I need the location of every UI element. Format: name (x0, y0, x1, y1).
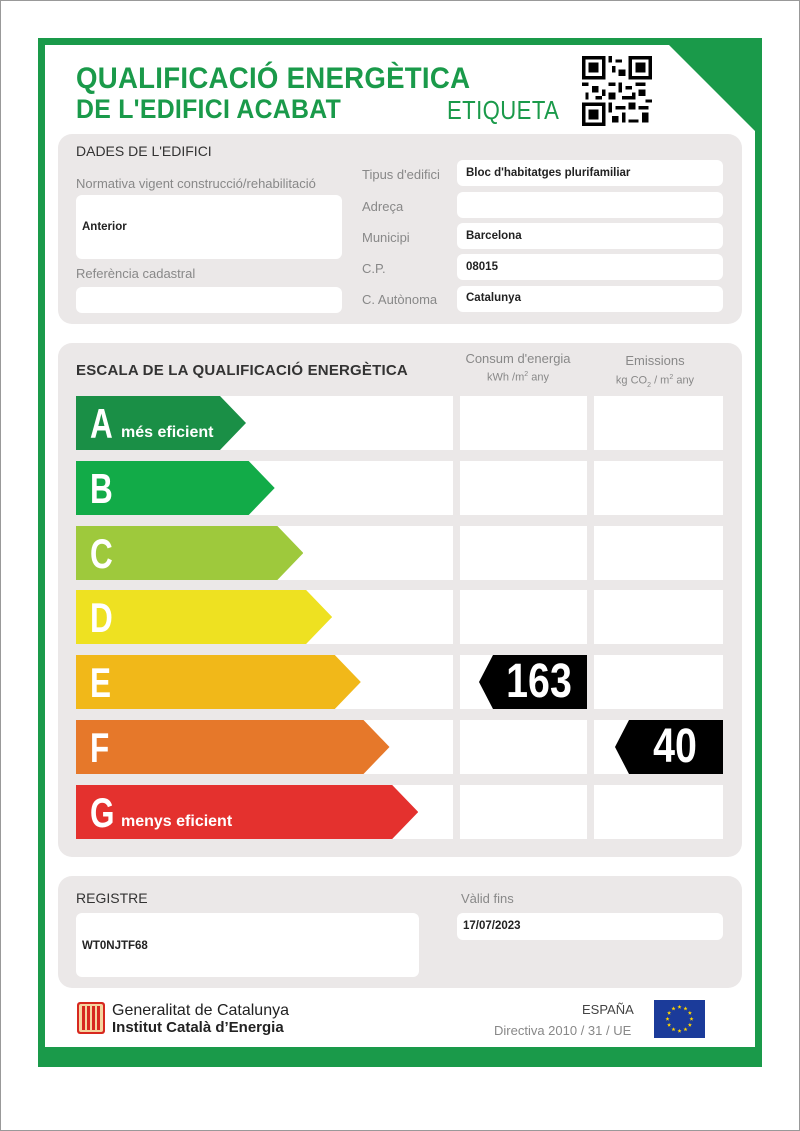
consumption-unit-text-b: any (528, 371, 549, 384)
org-line-2: Institut Català d’Energia (112, 1019, 284, 1036)
valid-until-value: 17/07/2023 (463, 920, 521, 932)
class-d-arrow-shape (76, 590, 332, 644)
building-type-label: Tipus d'edifici (362, 167, 440, 182)
emissions-cell-g (594, 785, 723, 839)
address-label: Adreça (362, 199, 404, 214)
consumption-rating (479, 655, 587, 709)
consumption-unit-text: kWh /m (487, 371, 525, 384)
emissions-cell-a (594, 396, 723, 450)
class-e-arrow (76, 655, 361, 709)
region-value: Catalunya (466, 292, 521, 304)
emissions-header: Emissions (625, 353, 685, 368)
class-g-letter: G (90, 788, 115, 836)
class-g-arrow (76, 785, 418, 839)
class-d-letter: D (90, 594, 113, 642)
consumption-header: Consum d'energia (465, 351, 571, 366)
emissions-unit-sub: 2 (647, 381, 652, 389)
emissions-rating (615, 720, 723, 774)
region-label: C. Autònoma (362, 292, 438, 307)
building-data-title: DADES DE L'EDIFICI (76, 143, 212, 159)
registry-label: REGISTRE (76, 890, 148, 906)
class-c-letter: C (90, 529, 113, 577)
etiqueta-label: ETIQUETA (447, 95, 560, 125)
registry-value: WT0NJTF68 (82, 940, 148, 952)
class-f-arrow (76, 720, 390, 774)
consumption-cell-d (460, 590, 587, 644)
class-b-arrow (76, 461, 275, 515)
class-f-letter: F (90, 724, 110, 771)
eu-flag-icon (654, 1000, 705, 1038)
city-label: Municipi (362, 230, 410, 245)
emissions-unit-text-b: / m (651, 374, 670, 387)
postcode-label: C.P. (362, 261, 386, 276)
emissions-rating-value: 40 (653, 720, 697, 773)
qr-code-icon (582, 56, 652, 126)
class-a-description: més eficient (121, 424, 214, 441)
emissions-unit (595, 374, 715, 389)
cadastral-label: Referència cadastral (76, 266, 196, 281)
class-g-description: menys eficient (121, 812, 233, 830)
emissions-cell-c (594, 526, 723, 580)
class-f-arrow-shape (76, 720, 390, 774)
regulation-value: Anterior (82, 221, 127, 233)
org-line-1: Generalitat de Catalunya (112, 1002, 289, 1019)
city-value: Barcelona (466, 230, 522, 242)
class-a-arrow (76, 396, 246, 450)
title-line-1: QUALIFICACIÓ ENERGÈTICA (76, 62, 471, 95)
emissions-cell-e (594, 655, 723, 709)
catalan-flag-logo-icon (77, 1002, 105, 1034)
postcode-value: 08015 (466, 261, 498, 273)
consumption-unit-sup: 2 (524, 371, 529, 378)
class-c-arrow (76, 526, 303, 580)
class-e-letter: E (90, 659, 112, 707)
consumption-unit (458, 371, 578, 384)
valid-until-label: Vàlid fins (461, 891, 514, 906)
scale-title: ESCALA DE LA QUALIFICACIÓ ENERGÈTICA (76, 362, 408, 379)
emissions-cell-d (594, 590, 723, 644)
consumption-cell-c (460, 526, 587, 580)
corner-triangle (668, 44, 756, 132)
consumption-rating-value: 163 (506, 655, 572, 709)
emissions-unit-text: kg CO (615, 374, 648, 387)
class-e-arrow-shape (76, 655, 361, 709)
consumption-cell-g (460, 785, 587, 839)
class-b-letter: B (90, 464, 113, 512)
consumption-cell-a (460, 396, 587, 450)
emissions-unit-text-c: any (673, 374, 695, 387)
consumption-cell-f (460, 720, 587, 774)
emissions-unit-sup: 2 (669, 374, 674, 381)
class-a-letter: A (90, 400, 113, 447)
cadastral-field (76, 287, 342, 313)
building-type-value: Bloc d'habitatges plurifamiliar (466, 167, 631, 179)
emissions-cell-b (594, 461, 723, 515)
regulation-label: Normativa vigent construcció/rehabilitació (76, 176, 316, 191)
consumption-cell-b (460, 461, 587, 515)
directive-label: Directiva 2010 / 31 / UE (494, 1023, 632, 1038)
title-line-2: DE L'EDIFICI ACABAT (76, 94, 342, 124)
class-d-arrow (76, 590, 332, 644)
country-label: ESPAÑA (582, 1002, 634, 1017)
address-field (457, 192, 723, 218)
